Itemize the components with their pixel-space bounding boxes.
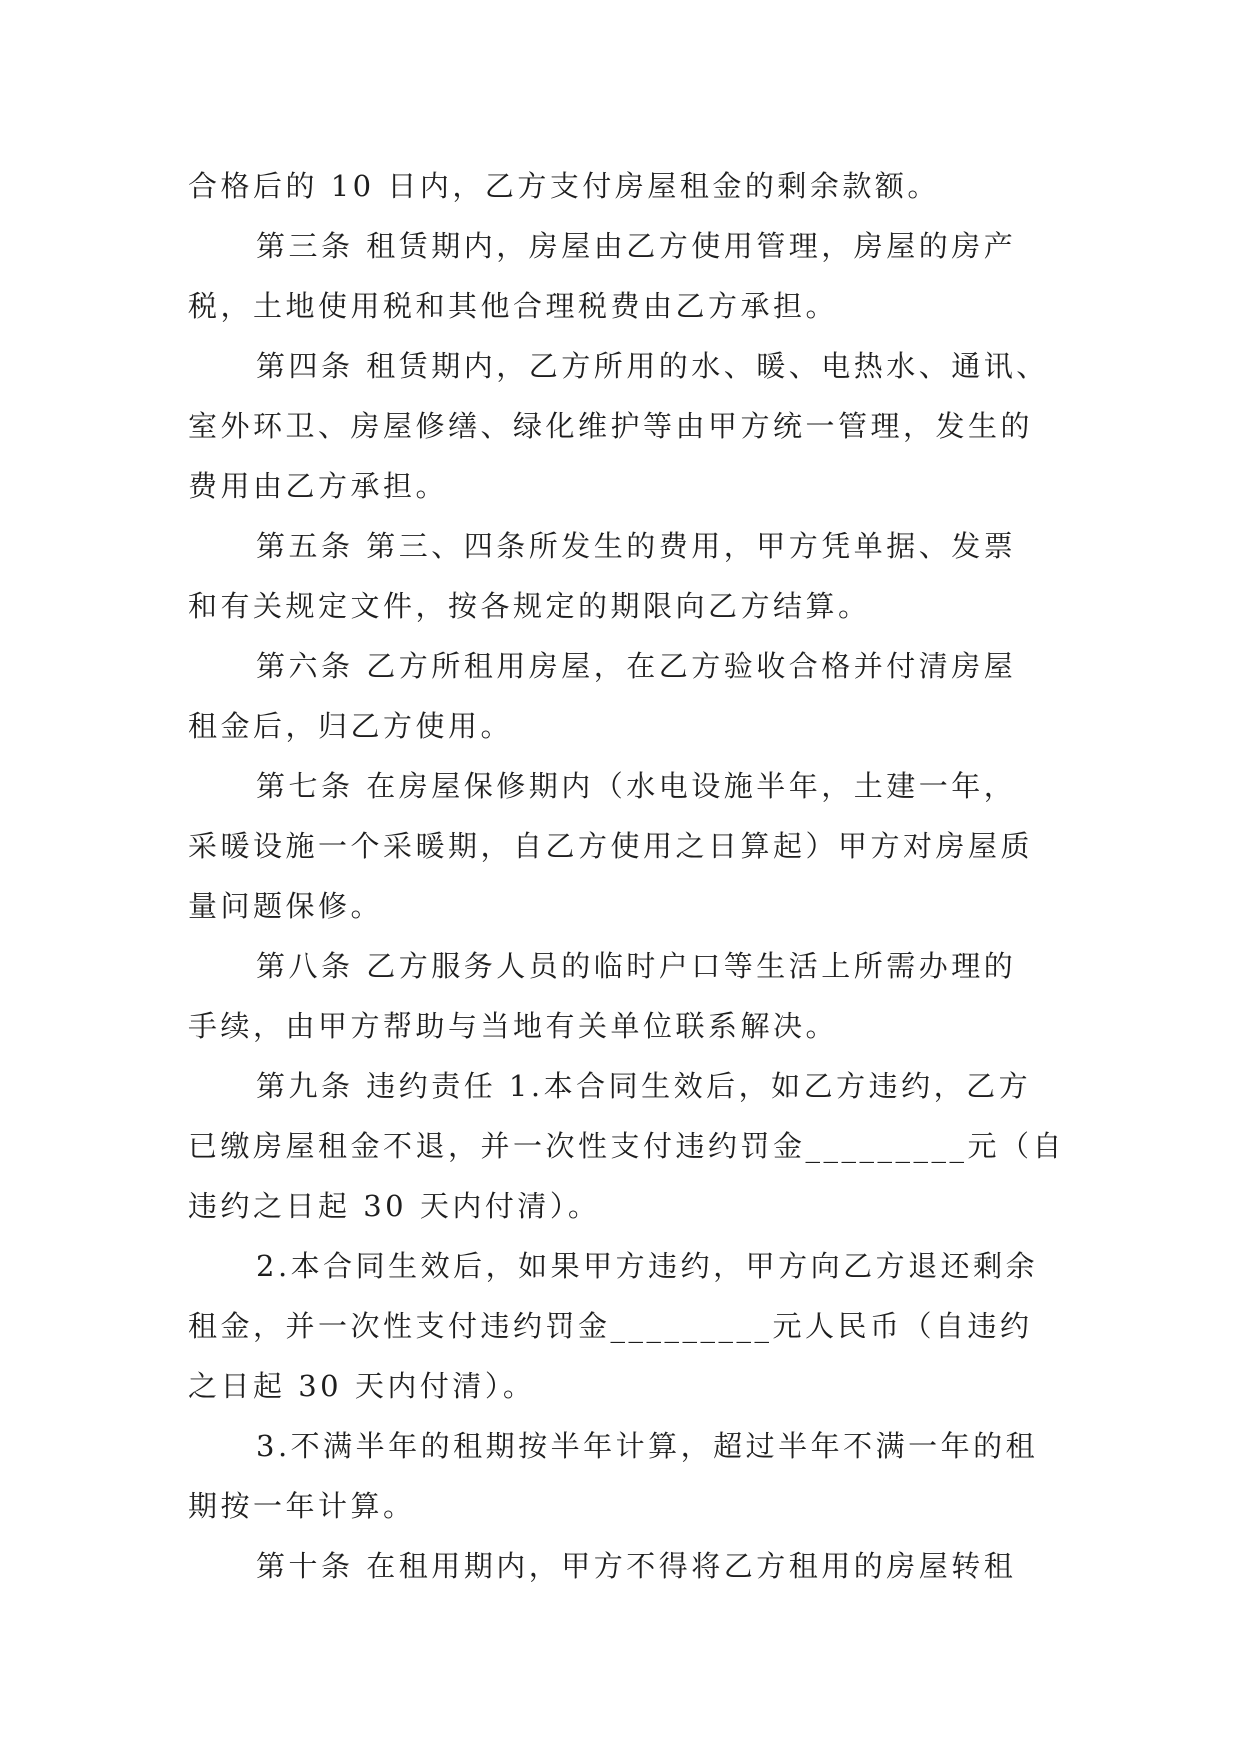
text-line: 费用由乙方承担。 <box>188 469 449 503</box>
text-line: 手续，由甲方帮助与当地有关单位联系解决。 <box>188 1009 839 1043</box>
clause-9-line: 第九条 违约责任 1.本合同生效后，如乙方违约，乙方 <box>256 1069 1032 1103</box>
text-line: 租金后，归乙方使用。 <box>188 709 514 743</box>
text-line: 租金，并一次性支付违约罚金_________元人民币（自违约 <box>188 1309 1033 1343</box>
clause-8-line: 第八条 乙方服务人员的临时户口等生活上所需办理的 <box>256 949 1017 983</box>
text-line: 税，土地使用税和其他合理税费由乙方承担。 <box>188 289 839 323</box>
text-line: 量问题保修。 <box>188 889 384 923</box>
text-line: 已缴房屋租金不退，并一次性支付违约罚金_________元（自 <box>188 1129 1066 1163</box>
clause-9-item-3-line: 3.不满半年的租期按半年计算，超过半年不满一年的租 <box>256 1429 1039 1463</box>
clause-10-line: 第十条 在租用期内，甲方不得将乙方租用的房屋转租 <box>256 1549 1017 1583</box>
text-line: 采暖设施一个采暖期，自乙方使用之日算起）甲方对房屋质 <box>188 829 1034 863</box>
clause-6-line: 第六条 乙方所租用房屋，在乙方验收合格并付清房屋 <box>256 649 1017 683</box>
text-line: 期按一年计算。 <box>188 1489 416 1523</box>
text-line: 违约之日起 30 天内付清）。 <box>188 1189 601 1223</box>
clause-7-line: 第七条 在房屋保修期内（水电设施半年，土建一年， <box>256 769 1017 803</box>
text-line: 之日起 30 天内付清）。 <box>188 1369 536 1403</box>
clause-3-line: 第三条 租赁期内，房屋由乙方使用管理，房屋的房产 <box>256 229 1017 263</box>
text-line: 合格后的 10 日内，乙方支付房屋租金的剩余款额。 <box>188 169 940 203</box>
text-line: 室外环卫、房屋修缮、绿化维护等由甲方统一管理，发生的 <box>188 409 1034 443</box>
text-line: 和有关规定文件，按各规定的期限向乙方结算。 <box>188 589 871 623</box>
clause-5-line: 第五条 第三、四条所发生的费用，甲方凭单据、发票 <box>256 529 1017 563</box>
clause-4-line: 第四条 租赁期内，乙方所用的水、暖、电热水、通讯、 <box>256 349 1049 383</box>
contract-body-text <box>188 156 1068 1596</box>
clause-9-item-2-line: 2.本合同生效后，如果甲方违约，甲方向乙方退还剩余 <box>256 1249 1039 1283</box>
